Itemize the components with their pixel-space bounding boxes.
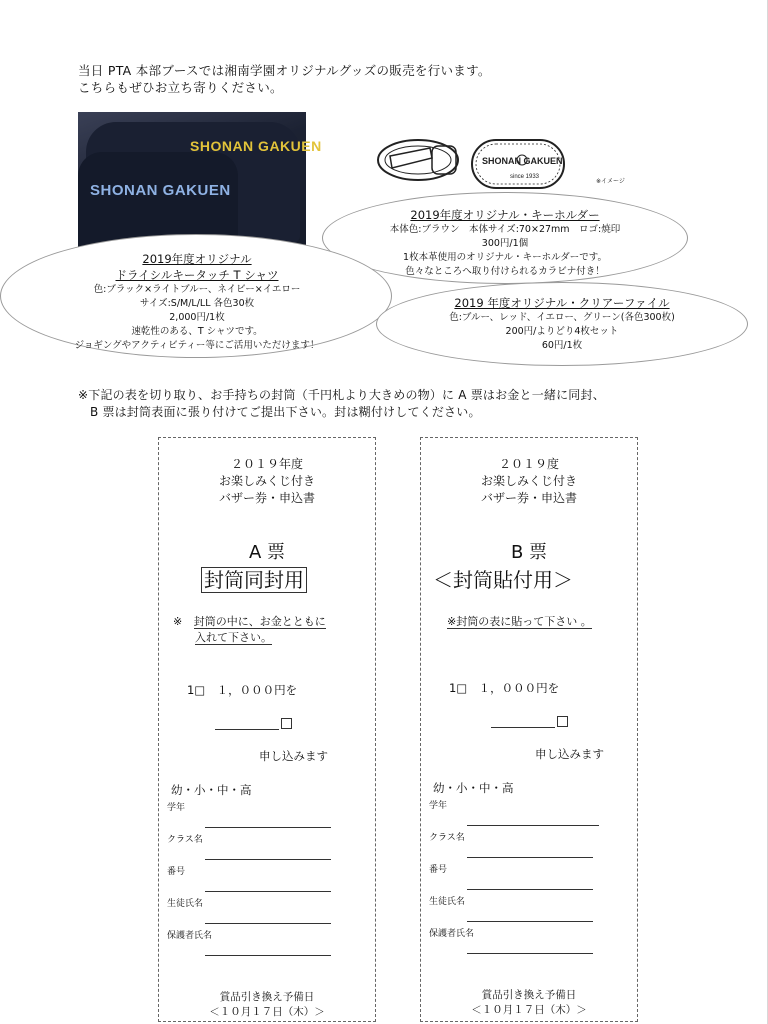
tshirt-line: サイズ:S/M/L/LL 各色30枚 — [139, 298, 255, 309]
intro-text — [78, 62, 491, 96]
ticket-a-field-label: 番号 — [167, 867, 186, 877]
ticket-b-field-line — [467, 857, 593, 858]
ticket-b-field-line — [467, 825, 599, 826]
keyholder-line: 色々なところへ取り付けられるカラビナ付き！ — [405, 266, 605, 277]
cutout-notice — [78, 387, 605, 421]
notice-line-2: B 票は封筒表面に張り付けてご提出下さい。封は糊付けしてください。 — [90, 405, 481, 419]
ticket-a-note-1: 封筒の中に、お金とともに — [193, 615, 326, 628]
image-note: ※イメージ — [596, 178, 625, 185]
ticket-a-line3: バザー券・申込書 — [218, 491, 315, 505]
ticket-b-field-label: 学年 — [429, 801, 448, 811]
ticket-b-prize-1: 賞品引き換え予備日 — [481, 989, 577, 1001]
ticket-a-note-2: 入れて下さい。 — [195, 631, 272, 644]
keyholder-since: since 1933 — [510, 174, 540, 180]
ticket-b-field-line — [467, 889, 593, 890]
ticket-b — [420, 437, 638, 1022]
tshirt-title-1: 2019年度オリジナル — [142, 252, 252, 266]
ticket-a-field-label: 生徒氏名 — [167, 899, 204, 909]
ticket-b-field-line — [467, 953, 593, 954]
tshirt-logo-blue: SHONAN GAKUEN — [90, 182, 231, 199]
tshirt-line: ジョギングやアクティビティー等にご活用いただけます！ — [74, 340, 320, 351]
ticket-a-prize-2: ＜１０月１７日（木）＞ — [209, 1006, 325, 1018]
clearfile-title: 2019 年度オリジナル・クリアーファイル — [454, 296, 670, 310]
keyholder-brand: SHONAN GAKUEN — [482, 156, 563, 166]
ticket-a-field-label: 学年 — [167, 803, 186, 813]
tshirt-line: 色:ブラック×ライトブルー、ネイビー×イエロー — [93, 284, 301, 295]
ticket-b-quantity-line — [491, 727, 555, 728]
ticket-a-field-line — [205, 891, 331, 892]
ticket-b-prize-2: ＜１０月１７日（木）＞ — [471, 1004, 587, 1016]
ticket-a-name: A 票 — [248, 542, 286, 563]
tshirt-line: 2,000円/1枚 — [169, 312, 225, 323]
ticket-b-line2: お楽しみくじ付き — [480, 474, 577, 488]
ticket-a-year: ２０１９年度 — [230, 457, 303, 471]
notice-line-1: ※下記の表を切り取り、お手持ちの封筒（千円札より大きめの物）に A 票はお金と一緒に同封、 — [78, 388, 605, 402]
ticket-b-grades: 幼・小・中・高 — [433, 781, 514, 795]
ticket-a-field-label: 保護者氏名 — [167, 931, 213, 941]
intro-line-1: 当日 PTA 本部ブースでは湘南学園オリジナルグッズの販売を行います。 — [78, 63, 491, 78]
clearfile-bubble — [376, 282, 748, 366]
ticket-a-apply: 申し込みます — [259, 749, 328, 763]
ticket-b-quantity-box — [557, 716, 568, 727]
tshirt-title-2: ドライシルキータッチ T シャツ — [115, 268, 279, 282]
keyholder-line: 本体色:ブラウン 本体サイズ:70×27mm ロゴ:焼印 — [389, 224, 621, 235]
ticket-a-field-line — [205, 955, 331, 956]
ticket-b-apply: 申し込みます — [535, 747, 604, 761]
ticket-b-field-label: クラス名 — [429, 833, 465, 843]
keyholder-line: 300円/1個 — [481, 238, 529, 249]
keyholder-line: 1枚本革使用のオリジナル・キーホルダーです。 — [403, 252, 607, 263]
tshirt-bubble — [0, 234, 392, 358]
keyholder-title: 2019年度オリジナル・キーホルダー — [410, 208, 600, 222]
ticket-a-sub: 封筒同封用 — [201, 567, 307, 593]
ticket-b-field-label: 番号 — [429, 865, 448, 875]
ticket-a — [158, 437, 376, 1022]
ticket-b-year: ２０１９度 — [498, 457, 559, 471]
ticket-b-field-label: 生徒氏名 — [429, 897, 466, 907]
ticket-b-line3: バザー券・申込書 — [480, 491, 577, 505]
ticket-b-amount: 1□ １，０００円を — [449, 681, 560, 695]
clearfile-line: 200円/よりどり4枚セット — [505, 326, 619, 337]
clearfile-line: 色:ブルー、レッド、イエロー、グリーン(各色300枚) — [449, 312, 675, 323]
ticket-a-field-line — [205, 859, 331, 860]
ticket-a-line2: お楽しみくじ付き — [218, 474, 315, 488]
keyholder-illustration — [370, 128, 570, 198]
ticket-b-field-label: 保護者氏名 — [429, 929, 475, 939]
ticket-a-quantity-box — [281, 718, 292, 729]
ticket-b-sub: ＜封筒貼付用＞ — [433, 568, 573, 592]
ticket-a-grades: 幼・小・中・高 — [171, 783, 252, 797]
ticket-b-name: B 票 — [510, 542, 548, 563]
ticket-b-field-line — [467, 921, 593, 922]
clearfile-line: 60円/1枚 — [541, 340, 583, 351]
tshirt-logo-yellow: SHONAN GAKUEN — [190, 138, 322, 154]
ticket-a-field-line — [205, 827, 331, 828]
tshirt-line: 速乾性のある、T シャツです。 — [131, 326, 263, 337]
ticket-b-note-1: ※封筒の表に貼って下さい 。 — [447, 615, 592, 628]
tshirt-photo — [78, 112, 322, 248]
intro-line-2: こちらもぜひお立ち寄りください。 — [78, 80, 283, 95]
ticket-a-prize-1: 賞品引き換え予備日 — [219, 991, 315, 1003]
ticket-a-field-line — [205, 923, 331, 924]
ticket-a-field-label: クラス名 — [167, 835, 203, 845]
ticket-a-quantity-line — [215, 729, 279, 730]
ticket-a-amount: 1□ １，０００円を — [187, 683, 298, 697]
ticket-a-note-mark: ※ — [173, 615, 183, 628]
